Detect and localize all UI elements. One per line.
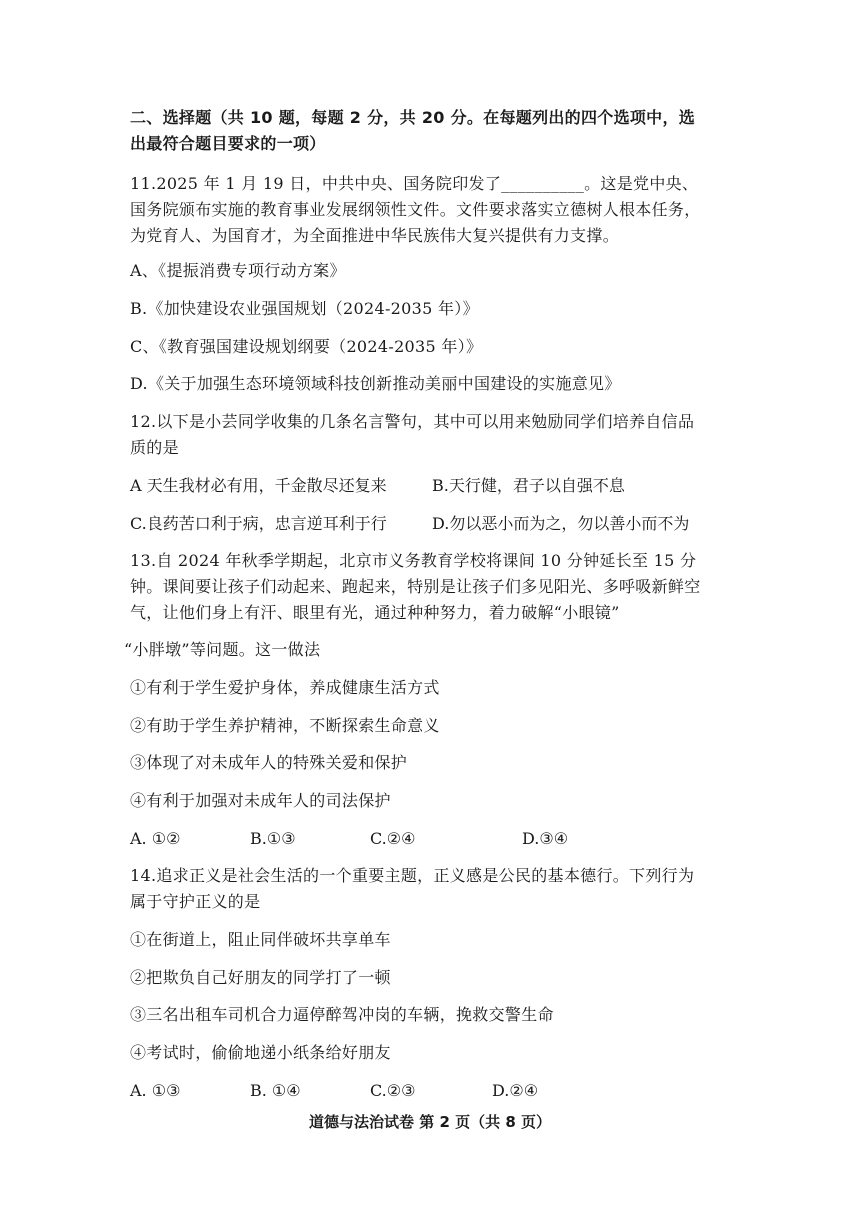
q12-option-c: C.良药苦口利于病，忠言逆耳利于行: [130, 514, 387, 533]
q14-statement-2: ②把欺负自己好朋友的同学打了一顿: [130, 968, 391, 987]
q11-stem-line2: 国务院颁布实施的教育事业发展纲领性文件。文件要求落实立德树人根本任务，: [130, 200, 701, 219]
q13-stem-line4: “小胖墩”等问题。这一做法: [124, 640, 321, 659]
q14-statement-1: ①在街道上，阻止同伴破坏共享单车: [130, 930, 391, 949]
q12-option-a: A 天生我材必有用，千金散尽还复来: [130, 476, 387, 495]
q12-stem-line2: 质的是: [130, 438, 179, 457]
q11-option-d: D.《关于加强生态环境领域科技创新推动美丽中国建设的实施意见》: [130, 374, 621, 393]
q11-option-c: C、《教育强国建设规划纲要（2024-2035 年）》: [130, 337, 483, 356]
q13-stem-line3: 气，让他们身上有汗、眼里有光，通过种种努力，着力破解“小眼镜”: [130, 603, 620, 622]
q11-option-b: B.《加快建设农业强国规划（2024-2035 年）》: [130, 299, 479, 318]
q11-stem-line3: 为党育人、为国育才，为全面推进中华民族伟大复兴提供有力支撑。: [130, 226, 620, 245]
q13-option-c: C.②④: [370, 829, 416, 848]
q14-statement-4: ④考试时，偷偷地递小纸条给好朋友: [130, 1043, 391, 1062]
q13-option-d: D.③④: [522, 829, 569, 848]
q13-option-a: A. ①②: [130, 829, 181, 848]
q13-option-b: B.①③: [250, 829, 296, 848]
q13-stem-line2: 钟。课间要让孩子们动起来、跑起来，特别是让孩子们多见阳光、多呼吸新鲜空: [130, 577, 701, 596]
q14-stem-line2: 属于守护正义的是: [130, 892, 261, 911]
q14-option-a: A. ①③: [130, 1081, 181, 1100]
q14-option-c: C.②③: [370, 1081, 416, 1100]
q12-option-d: D.勿以恶小而为之，勿以善小而不为: [432, 514, 690, 533]
q13-statement-1: ①有利于学生爱护身体，养成健康生活方式: [130, 678, 440, 697]
q13-statement-4: ④有利于加强对未成年人的司法保护: [130, 791, 391, 810]
q14-option-b: B. ①④: [250, 1081, 301, 1100]
section-heading-line1: 二、选择题（共 10 题，每题 2 分，共 20 分。在每题列出的四个选项中，选: [130, 108, 696, 127]
page-footer: 道德与法治试卷 第 2 页（共 8 页）: [309, 1113, 551, 1131]
q12-stem-line1: 12.以下是小芸同学收集的几条名言警句，其中可以用来勉励同学们培养自信品: [130, 412, 695, 431]
q13-statement-3: ③体现了对未成年人的特殊关爱和保护: [130, 753, 408, 772]
q12-option-b: B.天行健，君子以自强不息: [432, 476, 625, 495]
q14-stem-line1: 14.追求正义是社会生活的一个重要主题，正义感是公民的基本德行。下列行为: [130, 866, 695, 885]
q11-option-a: A、《提振消费专项行动方案》: [130, 261, 346, 280]
q14-option-d: D.②④: [492, 1081, 539, 1100]
q11-stem-line1: 11.2025 年 1 月 19 日，中共中央、国务院印发了__________。这是党中央、: [130, 174, 699, 193]
q13-stem-line1: 13.自 2024 年秋季学期起，北京市义务教育学校将课间 10 分钟延长至 15 分: [130, 551, 697, 570]
section-heading-line2: 出最符合题目要求的一项）: [130, 134, 326, 153]
q14-statement-3: ③三名出租车司机合力逼停醉驾冲岗的车辆，挽救交警生命: [130, 1005, 554, 1024]
q13-statement-2: ②有助于学生养护精神，不断探索生命意义: [130, 716, 440, 735]
